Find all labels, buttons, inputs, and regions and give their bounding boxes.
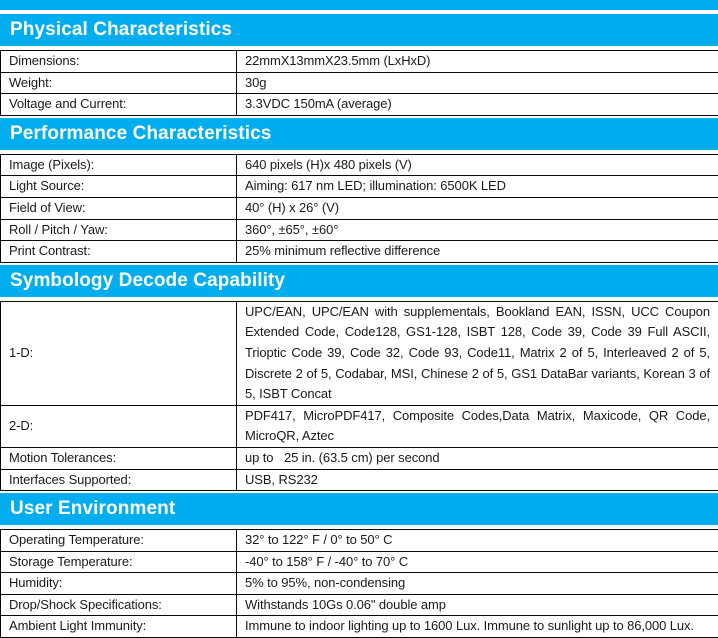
spec-value-text: 32° to 122° F / 0° to 50° C (245, 532, 393, 548)
spec-label: Interfaces Supported: (1, 470, 237, 491)
spec-value-text: up to 25 in. (63.5 cm) per second (245, 449, 440, 465)
spec-value (237, 595, 718, 616)
section-title: User Environment (10, 498, 176, 520)
section-header-symbology-decode-capability (0, 265, 718, 297)
spec-label: Operating Temperature: (1, 530, 237, 551)
spec-row-storage-temperature (1, 552, 718, 574)
spec-row-1-d (1, 302, 718, 406)
spec-label: Storage Temperature: (1, 552, 237, 573)
spec-value (237, 406, 718, 447)
spec-value-text: USB, RS232 (245, 471, 318, 487)
spec-value-text: UPC/EAN, UPC/EAN with supplementals, Bookland EAN, ISSN, UCC Coupon Extended Code, Code128, GS1-128, ISBT 128, Code 39, Code 39 Full ASCII, Trioptic Code 39, Code 32, Code 93, Code11, Matrix 2 of 5, Interleaved 2 of 5, Discrete 2 of 5, Codabar, MSI, Chinese 2 of 5, GS1 DataBar variants, Korean 3 of 5, ISBT Concat (245, 303, 710, 402)
spec-value (237, 94, 718, 115)
spec-label: Light Source: (1, 176, 237, 197)
spec-row-print-contrast (1, 241, 718, 263)
spec-value-text: Immune to indoor lighting up to 1600 Lux. Immune to sunlight up to 86,000 Lux. (245, 618, 694, 634)
spec-table (0, 14, 718, 638)
section-rows (0, 301, 718, 491)
spec-value (237, 448, 718, 469)
section-title: Physical Characteristics (10, 19, 233, 40)
spec-value-text: PDF417, MicroPDF417, Composite Codes,Data Matrix, Maxicode, QR Code, MicroQR, Aztec (245, 407, 710, 444)
spec-row-interfaces-supported (1, 470, 718, 492)
spec-value-text: 640 pixels (H)x 480 pixels (V) (245, 156, 412, 172)
spec-value (237, 470, 718, 491)
spec-value (237, 616, 718, 637)
spec-value-text: 360°, ±65°, ±60° (245, 221, 339, 237)
spec-label: Drop/Shock Specifications: (1, 595, 237, 616)
spec-row-roll-pitch-yaw (1, 220, 718, 242)
spec-value (237, 302, 718, 405)
section-title: Symbology Decode Capability (10, 269, 286, 291)
spec-label: Humidity: (1, 573, 237, 594)
spec-label: 2-D: (1, 406, 237, 447)
spec-row-operating-temperature (1, 530, 718, 552)
spec-row-field-of-view (1, 198, 718, 220)
spec-label: Voltage and Current: (1, 94, 237, 115)
spec-value (237, 552, 718, 573)
spec-label: Weight: (1, 73, 237, 94)
spec-row-humidity (1, 573, 718, 595)
section-rows (0, 154, 718, 263)
spec-value (237, 241, 718, 262)
spec-label: Field of View: (1, 198, 237, 219)
spec-value (237, 220, 718, 241)
spec-value-text: Aiming: 617 nm LED; illumination: 6500K LED (245, 178, 506, 194)
spec-value (237, 51, 718, 72)
spec-value (237, 198, 718, 219)
spec-label: Roll / Pitch / Yaw: (1, 220, 237, 241)
spec-row-image-pixels (1, 155, 718, 177)
spec-value (237, 530, 718, 551)
spec-section-physical-characteristics (0, 14, 718, 116)
section-rows (0, 50, 718, 116)
spec-value (237, 176, 718, 197)
spec-label: Print Contrast: (1, 241, 237, 262)
spec-label: Ambient Light Immunity: (1, 616, 237, 637)
spec-section-symbology-decode-capability (0, 265, 718, 491)
spec-row-ambient-light-immunity (1, 616, 718, 638)
spec-value-text: 40° (H) x 26° (V) (245, 199, 339, 215)
spec-section-user-environment (0, 493, 718, 638)
spec-row-voltage-and-current (1, 94, 718, 116)
spec-row-2-d (1, 406, 718, 448)
section-header-physical-characteristics (0, 14, 718, 46)
spec-label: Motion Tolerances: (1, 448, 237, 469)
spec-row-drop-shock-specifications (1, 595, 718, 617)
spec-value (237, 155, 718, 176)
section-title: Performance Characteristics (10, 122, 272, 144)
spec-label: Dimensions: (1, 51, 237, 72)
spec-value-text: -40° to 158° F / -40° to 70° C (245, 553, 409, 569)
spec-value-text: 22mmX13mmX23.5mm (LxHxD) (245, 53, 431, 68)
top-accent-strip (0, 0, 718, 10)
spec-row-light-source (1, 176, 718, 198)
spec-value (237, 573, 718, 594)
spec-value-text: 25% minimum reflective difference (245, 243, 441, 259)
section-header-user-environment (0, 493, 718, 525)
spec-value-text: 30g (245, 74, 267, 90)
spec-label: 1-D: (1, 302, 237, 405)
spec-row-dimensions (1, 51, 718, 73)
spec-value-text: 3.3VDC 150mA (average) (245, 96, 392, 112)
spec-row-weight (1, 73, 718, 95)
spec-label: Image (Pixels): (1, 155, 237, 176)
section-header-performance-characteristics (0, 118, 718, 150)
spec-value-text: 5% to 95%, non-condensing (245, 575, 406, 591)
spec-section-performance-characteristics (0, 118, 718, 263)
spec-value (237, 73, 718, 94)
spec-row-motion-tolerances (1, 448, 718, 470)
spec-value-text: Withstands 10Gs 0.06" double amp (245, 596, 446, 612)
